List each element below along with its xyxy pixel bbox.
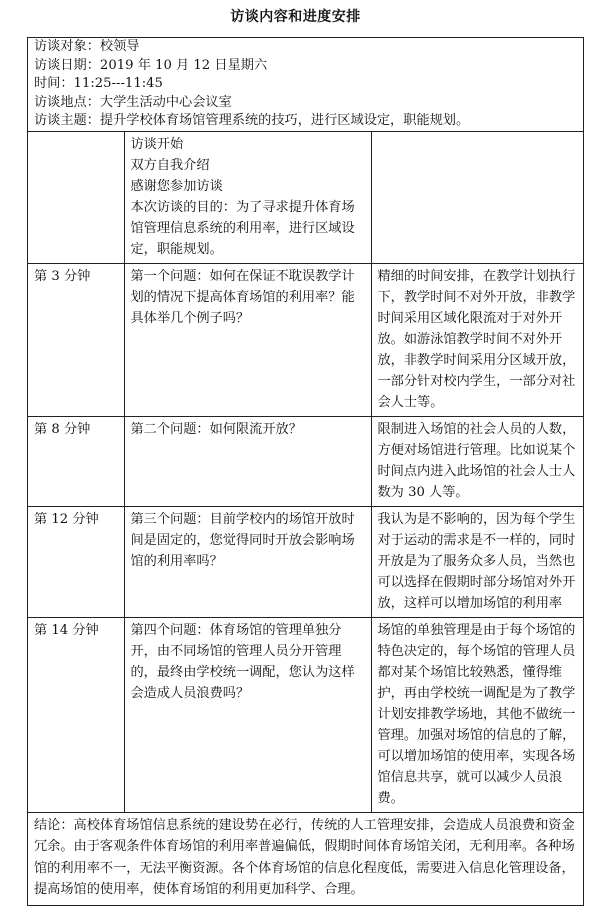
opening-line: 双方自我介绍 — [130, 157, 210, 173]
opening-line: 访谈开始 — [130, 136, 184, 152]
row-time: 第 12 分钟 — [28, 506, 124, 617]
row-question: 第四个问题：体育场馆的管理单独分开，由不同场馆的管理人员分开管理的，最终由学校统一调配，您认为这样会造成人员浪费吗？ — [124, 617, 371, 812]
row-question: 第三个问题：目前学校内的场馆开放时间是固定的，您觉得同时开放会影响场馆的利用率吗？ — [124, 506, 371, 617]
opening-line: 感谢您参加访谈 — [130, 178, 223, 194]
conclusion-text: 结论：高校体育场馆信息系统的建设势在必行，传统的人工管理安排，会造成人员浪费和资金冗余。由于客观条件体育场馆的利用率普遍偏低，假期时间体育场馆关闭，无利用率。各种场馆的利用率不一，无法平衡资源。各个体育场馆的信息化程度低，需要进入信息化管理设备，提高场馆的使用率，使体育场馆的利用更加科学、合理。 — [28, 812, 583, 905]
table-row — [28, 617, 583, 812]
opening-line: 本次访谈的目的：为了寻求提升体育场馆管理信息系统的利用率，进行区域设定，职能规划。 — [130, 199, 355, 257]
meta-topic: 访谈主题：提升学校体育场馆管理系统的技巧，进行区域设定，职能规划。 — [28, 112, 583, 132]
row-answer: 精细的时间安排，在教学计划执行下，教学时间不对外开放，非教学时间采用区域化限流对于对外开放。如游泳馆教学时间不对外开放，非教学时间采用分区域开放，一部分针对校内学生，一部分对社会人士等。 — [371, 263, 583, 416]
row-time: 第 3 分钟 — [28, 263, 124, 416]
interview-schedule-table — [28, 132, 583, 812]
document-title: 访谈内容和进度安排 — [230, 9, 361, 25]
row-answer: 我认为是不影响的，因为每个学生对于运动的需求是不一样的，同时开放是为了服务众多人员，当然也可以选择在假期时部分场馆对外开放，这样可以增加场馆的利用率 — [371, 506, 583, 617]
row-answer: 限制进入场馆的社会人员的人数，方便对场馆进行管理。比如说某个时间点内进入此场馆的社会人士人数为 30 人等。 — [371, 416, 583, 506]
opening-time-cell — [28, 132, 124, 264]
table-row — [28, 506, 583, 617]
interview-document — [27, 37, 584, 906]
row-answer: 场馆的单独管理是由于每个场馆的特色决定的，每个场馆的管理人员都对某个场馆比较熟悉，懂得维护，再由学校统一调配是为了教学计划安排教学场地，其他不做统一管理。加强对场馆的信息的了解，可以增加场馆的使用率，实现各场馆信息共享，就可以减少人员浪费。 — [371, 617, 583, 812]
meta-date: 访谈日期：2019 年 10 月 12 日星期六 — [34, 57, 268, 73]
row-time: 第 14 分钟 — [28, 617, 124, 812]
row-time: 第 8 分钟 — [28, 416, 124, 506]
opening-cell — [124, 132, 371, 264]
meta-interviewee: 访谈对象：校领导 — [34, 39, 140, 54]
row-question: 第一个问题：如何在保证不耽误教学计划的情况下提高体育场馆的利用率？能具体举几个例子吗？ — [124, 263, 371, 416]
table-row — [28, 416, 583, 506]
table-row — [28, 263, 583, 416]
meta-location: 访谈地点：大学生活动中心会议室 — [34, 94, 232, 110]
meta-time: 时间：11:25---11:45 — [34, 76, 163, 91]
opening-answer-cell — [371, 132, 583, 264]
table-row-opening — [28, 132, 583, 264]
row-question: 第二个问题：如何限流开放？ — [124, 416, 371, 506]
